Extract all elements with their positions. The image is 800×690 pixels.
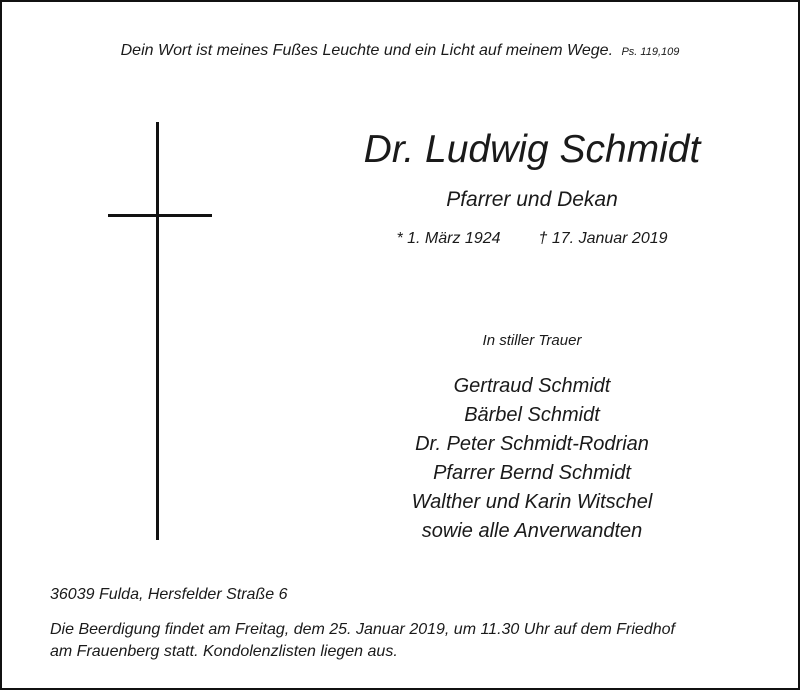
mourner-name: Walther und Karin Witschel [411,491,653,513]
funeral-notice-line: am Frauenberg statt. Kondolenzlisten liegen aus. [50,643,398,660]
mourner-name: Bärbel Schmidt [464,404,600,426]
bible-verse [2,42,798,60]
deceased-title: Pfarrer und Dekan [446,188,618,211]
mourner-name: Gertraud Schmidt [453,375,611,397]
mourner-name: Dr. Peter Schmidt-Rodrian [415,433,649,455]
verse-text: Dein Wort ist meines Fußes Leuchte und ein Licht auf meinem Wege. [120,42,614,59]
verse-reference: Ps. 119,109 [621,46,680,58]
funeral-notice-line: Die Beerdigung findet am Freitag, dem 25. Januar 2019, um 11.30 Uhr auf dem Friedhof [50,621,675,638]
deceased-name: Dr. Ludwig Schmidt [363,128,701,171]
mourning-phrase: In stiller Trauer [482,332,582,349]
death-date: † 17. Januar 2019 [538,230,668,247]
cross-horizontal-bar [108,214,212,217]
mourner-name: sowie alle Anverwandten [421,520,643,542]
mourner-name: Pfarrer Bernd Schmidt [433,462,631,484]
family-address: 36039 Fulda, Hersfelder Straße 6 [50,586,288,603]
cross-vertical-bar [156,122,159,540]
life-dates [292,230,772,248]
funeral-notice [50,619,770,663]
mourners-list [292,372,772,546]
birth-date: * 1. März 1924 [396,230,501,247]
